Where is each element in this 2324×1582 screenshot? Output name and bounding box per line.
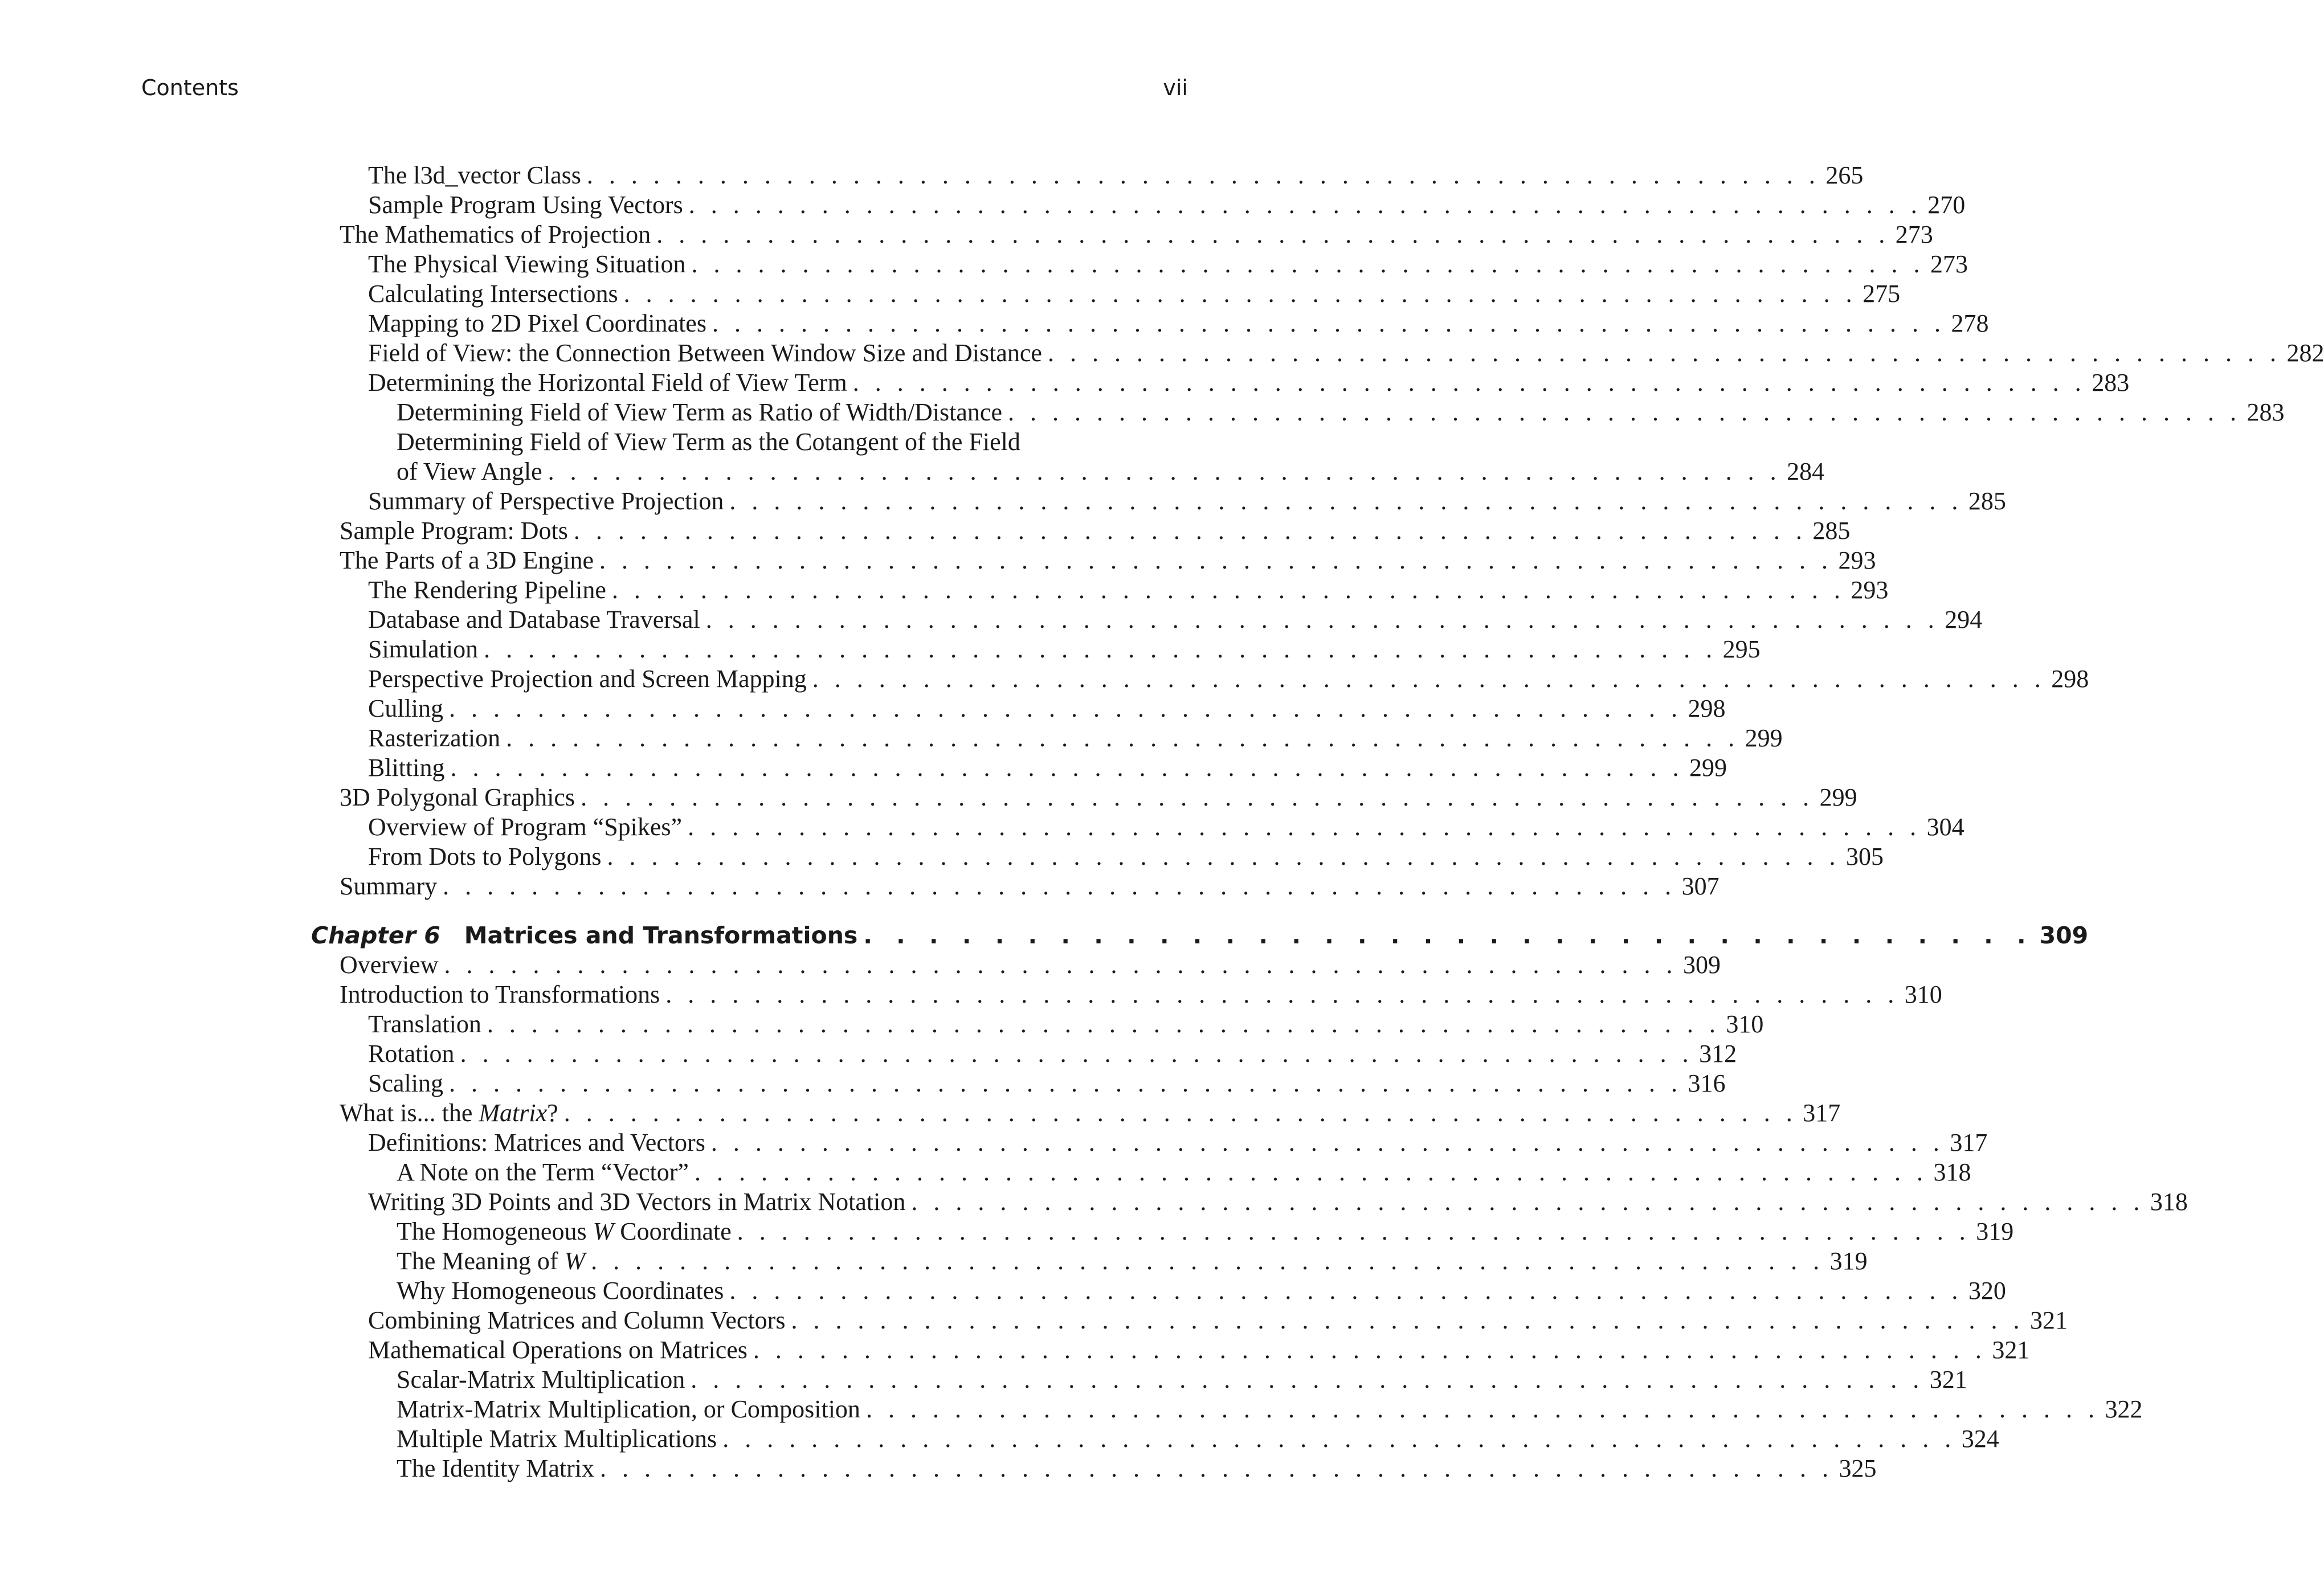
leader-dots: . . . . . . . . . . . . . . . . . . . . . . . . . . . . . . . . . . . . . . . . . . . . . . . . . . . . . . . . (694, 1158, 1928, 1186)
toc-entry-page: 293 (1851, 576, 1889, 604)
leader-dots: . . . . . . . . . . . . . . . . . . . . . . . . . . . . . . . . . . . . . . . . . . . . . . . . . . . . . . . . (753, 1336, 1987, 1364)
leader-dots: . . . . . . . . . . . . . . . . . . . . . . . . . . . . . . . . . . . . . . . . . . . . . . . . . . . . . . . . (722, 1425, 1956, 1453)
toc-entry[interactable] (397, 1365, 1967, 1395)
toc-entry[interactable] (397, 457, 1825, 487)
leader-dots: . . . . . . . . . . . . . . . . . . . . . . . . . . . . . . . . . . . . . . . . . . . . . . . . . . . . . . . . (665, 980, 1899, 1008)
leader-dots: . . . . . . . . . . . . . . . . . . . . . . . . . . . . . . . . . . . . . . . . . . . . . . . . . . . . . . . . (599, 546, 1833, 574)
toc-entry[interactable] (368, 1128, 1988, 1158)
toc-entry-page: 299 (1819, 783, 1857, 811)
leader-dots: . . . . . . . . . . . . . . . . . . . . . . . . . . . . . . . . . . . . . . . . . . . . . . . . . . . . . . . . (729, 1277, 1963, 1305)
toc-entry-title: A Note on the Term “Vector” (397, 1158, 689, 1186)
leader-dots: . . . . . . . . . . . . . . . . . . . . . . . . . . . . . . . . . . . . . . . . . . . . . . . . . . . . . . . . (812, 665, 2046, 693)
leader-dots: . . . . . . . . . . . . . . . . . . . . . . . . . . . . . . . . . . . . . . . . . . . . . . . . . . . . . . . . (852, 369, 2086, 396)
leader-dots: . . . . . . . . . . . . . . . . . . . . . . . . . . . . . . . . . . . . . . . . . . . . . . . . . . . . . . . . (449, 694, 1682, 722)
leader-dots: . . . . . . . . . . . . . . . . . . . . . . . . . . . . . . . . . . . . . . . . . . . . . . . . . . . . . . . . (460, 1040, 1694, 1068)
toc-entry[interactable] (340, 872, 1719, 901)
toc-entry-page: 283 (2092, 369, 2130, 396)
toc-entry-title: The Physical Viewing Situation (368, 250, 686, 278)
leader-dots: . . . . . . . . . . . . . . . . . . . . . . . . . . . . . . . . . . . . . . . . . . . . . . . . . . . . . . . . (691, 1366, 1924, 1393)
toc-entry-title: Field of View: the Connection Between Window Size and Distance (368, 339, 1042, 367)
toc-entry-page: 324 (1961, 1425, 1999, 1453)
leader-dots: . . . . . . . . . . . . . . . . . . . . . . . . . . . . . . . . . . . . . . . . . . . . . . . . . . . . . . . . (688, 191, 1922, 219)
leader-dots: . . . . . . . . . . . . . . . . . . . . . . . . . . . . . . . . . . . . . . . . . . . . . . . . . . . . . . . . (443, 872, 1676, 900)
toc-entry-title: Database and Database Traversal (368, 606, 700, 633)
toc-entry[interactable] (397, 1424, 1999, 1454)
toc-entry[interactable] (340, 980, 1942, 1009)
leader-dots: . . . . . . . . . . . . . . . . . . . . . . . . . . . . . . . . . . . . . . . . . . . . . . . . . . . . . . . . (448, 1069, 1682, 1097)
toc-entry[interactable] (340, 516, 1851, 546)
leader-dots: . . . . . . . . . . . . . . . . . . . . . . . . . . . . . . . . . . . . . . . . . . . . . . . . . . . . . . . . (611, 576, 1845, 604)
leader-dots: . . . . . . . . . . . . . . . . . . . . . . . . . . . . . . . . . . . . . . . . . . . . . . . . . . . . . . . . (791, 1306, 2024, 1334)
leader-dots: . . . . . . . . . . . . . . . . . . . . . . . . . . . . . . . . . . . . . . . . . . . . . . . . . . . . . . . . (623, 280, 1857, 308)
toc-entry-title: Summary of Perspective Projection (368, 487, 724, 515)
leader-dots: . . . . . . . . . . . . . . . . . . . . . . . . . . . . . . . . . . . . . . . . . . . . . . . . . . . . . . . . (729, 487, 1963, 515)
toc-entry[interactable] (368, 161, 1864, 190)
toc-entry-title: What is... the Matrix? (340, 1099, 558, 1127)
toc-entry-title: Combining Matrices and Column Vectors (368, 1306, 786, 1334)
leader-dots: . . . . . . . . . . . . . . . . . . . . . . . . . . . . . . . . . . . . . . . . . . . . . . . . . . . . . . . . (548, 457, 1782, 485)
toc-entry-page: 322 (2105, 1395, 2143, 1423)
leader-dots: . . . . . . . . . . . . . . . . . . . . . . . . . . . . . . . . . . . . . . . . . . . . . . . . . . . . . . . . (484, 635, 1717, 663)
toc-entry-title: The Rendering Pipeline (368, 576, 606, 604)
toc-entry-page: 273 (1895, 220, 1933, 248)
toc-entry[interactable] (368, 605, 1983, 635)
toc-entry-title: Definitions: Matrices and Vectors (368, 1129, 705, 1156)
toc-entry[interactable] (368, 694, 1726, 723)
toc-entry-title: From Dots to Polygons (368, 843, 602, 870)
toc-entry[interactable] (368, 575, 1889, 605)
toc-entry-page: 319 (1976, 1217, 2014, 1245)
toc-entry-title: The l3d_vector Class (368, 161, 581, 189)
leader-dots: . . . . . . . . . . . . . . . . . . . . . . . . . . . . . . . . . . . . . . . . . . . . . . . . . . . . . . . . (1007, 398, 2241, 426)
toc-entry-title: The Mathematics of Projection (340, 220, 651, 248)
toc-entry[interactable] (368, 723, 1783, 753)
toc-entry-page: 321 (1992, 1336, 2030, 1364)
toc-entry[interactable] (340, 950, 1721, 980)
leader-dots: . . . . . . . . . . . . . . . . . . . . . . . . . . . . . . . . . . . . . . . . . . . . . . . . . . . . . . . . (705, 606, 1939, 633)
leader-dots: . . . . . . . . . . . . . . . . . . . . . . . . . . . . . . . . . . . . . . . . . . . . . . . . . . . . . . . . (691, 250, 1925, 278)
toc-entry-page: 282 (2286, 339, 2324, 367)
toc-entry-title: Mapping to 2D Pixel Coordinates (368, 309, 706, 337)
toc-entry-title: Summary (340, 872, 438, 900)
leader-dots: . . . . . . . . . . . . . . . . . . . . . . . . . . . . . . . . . . . . . . . . . . . . . . . . . . . . . . . . (710, 1129, 1945, 1156)
leader-dots: . . . . . . . . . . . . . . . . . . . . . . . . . . . . . . . . . . . . . . . . . . . . . . . . . . . . . . . . (737, 1217, 1971, 1245)
toc-entry-title: Multiple Matrix Multiplications (397, 1425, 717, 1453)
toc-entry-title: Mathematical Operations on Matrices (368, 1336, 748, 1364)
toc-entry-title: Overview (340, 951, 439, 979)
toc-entry-page: 278 (1951, 309, 1989, 337)
toc-entry[interactable] (368, 487, 2006, 516)
toc-entry-title: Scaling (368, 1069, 443, 1097)
toc-entry-title: Matrix-Matrix Multiplication, or Composition (397, 1395, 860, 1423)
toc-entry[interactable] (397, 1217, 2014, 1246)
toc-entry-title: The Homogeneous W Coordinate (397, 1217, 732, 1245)
leader-dots: . . . . . . . . . . . . . . . . . . . . . . . . . . . . . . . . . . . . (863, 922, 2034, 949)
toc-entry-title: Blitting (368, 754, 445, 782)
toc-entry[interactable] (340, 783, 1857, 812)
toc-entry[interactable] (340, 546, 1876, 575)
leader-dots: . . . . . . . . . . . . . . . . . . . . . . . . . . . . . . . . . . . . . . . . . . . . . . . . . . . . . . . . (1047, 339, 2281, 367)
leader-dots: . . . . . . . . . . . . . . . . . . . . . . . . . . . . . . . . . . . . . . . . . . . . . . . . . . . . . . . . (600, 1454, 1833, 1482)
toc-entry[interactable] (397, 1276, 2006, 1306)
toc-entry[interactable] (340, 220, 1933, 250)
toc-entry[interactable] (368, 1187, 2188, 1217)
leader-dots: . . . . . . . . . . . . . . . . . . . . . . . . . . . . . . . . . . . . . . . . . . . . . . . . . . . . . . . . (688, 813, 1921, 841)
toc-entry[interactable] (397, 1454, 1877, 1483)
toc-entry-title: Introduction to Transformations (340, 980, 660, 1008)
toc-entry-page: 265 (1825, 161, 1864, 189)
toc-entry-title-line1[interactable]: Determining Field of View Term as the Cotangent of the Field (397, 428, 1020, 456)
leader-dots: . . . . . . . . . . . . . . . . . . . . . . . . . . . . . . . . . . . . . . . . . . . . . . . . . . . . . . . . (712, 309, 1946, 337)
toc-entry[interactable] (368, 753, 1727, 783)
toc-entry-title: Rasterization (368, 724, 501, 752)
toc-entry-page: 320 (1968, 1277, 2006, 1305)
toc-entry-title: Sample Program Using Vectors (368, 191, 683, 219)
toc-entry[interactable] (397, 1246, 1868, 1276)
chapter-page: 309 (2039, 922, 2089, 949)
toc-entry-page: 321 (1929, 1366, 1967, 1393)
toc-entry-page: 298 (2051, 665, 2089, 693)
toc-entry-page: 298 (1688, 694, 1726, 722)
toc-entry[interactable] (368, 279, 1901, 309)
toc-entry[interactable] (368, 812, 1964, 842)
leader-dots: . . . . . . . . . . . . . . . . . . . . . . . . . . . . . . . . . . . . . . . . . . . . . . . . . . . . . . . . (586, 161, 1820, 189)
toc-entry-page: 310 (1726, 1010, 1764, 1038)
chapter-heading[interactable] (311, 921, 2089, 950)
toc-entry-title: Scalar-Matrix Multiplication (397, 1366, 685, 1393)
toc-entry-page: 285 (1812, 517, 1851, 545)
toc-entry-page: 317 (1803, 1099, 1841, 1127)
page-number: vii (1163, 75, 1188, 100)
toc-entry-page: 294 (1945, 606, 1983, 633)
toc-entry-title: Determining the Horizontal Field of View Term (368, 369, 847, 396)
toc-entry-page: 318 (1933, 1158, 1971, 1186)
leader-dots: . . . . . . . . . . . . . . . . . . . . . . . . . . . . . . . . . . . . . . . . . . . . . . . . . . . . . . . . (563, 1099, 1798, 1127)
toc-entry-page: 309 (1683, 951, 1721, 979)
running-header-title: Contents (141, 75, 239, 100)
toc-entry[interactable] (368, 1039, 1737, 1069)
toc-entry-page: 304 (1926, 813, 1964, 841)
toc-entry-page: 275 (1863, 280, 1901, 308)
toc-entry-page: 295 (1722, 635, 1761, 663)
toc-entry-title: Perspective Projection and Screen Mapping (368, 665, 807, 693)
toc-entry-page: 321 (2029, 1306, 2068, 1334)
toc-entry[interactable] (368, 338, 2324, 368)
toc-entry-page: 299 (1689, 754, 1727, 782)
toc-entry[interactable] (368, 1335, 2030, 1365)
leader-dots: . . . . . . . . . . . . . . . . . . . . . . . . . . . . . . . . . . . . . . . . . . . . . . . . . . . . . . . . (591, 1247, 1824, 1275)
toc-entry[interactable] (397, 1158, 1971, 1187)
chapter-title: Matrices and Transformations (464, 922, 858, 949)
toc-entry-title: Translation (368, 1010, 481, 1038)
toc-entry-title: 3D Polygonal Graphics (340, 783, 575, 811)
toc-entry-page: 318 (2150, 1188, 2188, 1216)
leader-dots: . . . . . . . . . . . . . . . . . . . . . . . . . . . . . . . . . . . . . . . . . . . . . . . . . . . . . . . . (911, 1188, 2145, 1216)
toc-entry-page: 312 (1699, 1040, 1737, 1068)
toc-entry[interactable] (340, 1098, 1841, 1128)
toc-entry-title: The Identity Matrix (397, 1454, 595, 1482)
toc-entry-page: 319 (1829, 1247, 1868, 1275)
leader-dots: . . . . . . . . . . . . . . . . . . . . . . . . . . . . . . . . . . . . . . . . . . . . . . . . . . . . . . . . (487, 1010, 1721, 1038)
toc-entry-page: 305 (1846, 843, 1884, 870)
toc-entry-title-line2: of View Angle (397, 457, 542, 485)
toc-entry-title: Culling (368, 694, 444, 722)
toc-entry-page: 307 (1681, 872, 1719, 900)
toc-entry[interactable] (368, 1009, 1764, 1039)
toc-entry[interactable] (368, 250, 1968, 279)
toc-entry[interactable] (368, 309, 1989, 338)
toc-entry-page: 284 (1787, 457, 1825, 485)
toc-entry-title: Simulation (368, 635, 479, 663)
toc-entry-title: Why Homogeneous Coordinates (397, 1277, 724, 1305)
toc-entry-title: Writing 3D Points and 3D Vectors in Matrix Notation (368, 1188, 906, 1216)
toc-entry-page: 270 (1927, 191, 1966, 219)
leader-dots: . . . . . . . . . . . . . . . . . . . . . . . . . . . . . . . . . . . . . . . . . . . . . . . . . . . . . . . . (656, 220, 1890, 248)
toc-entry[interactable] (368, 664, 2089, 694)
toc-entry-title: The Meaning of W (397, 1247, 586, 1275)
toc-entry[interactable] (368, 635, 1761, 664)
toc-entry-page: 283 (2247, 398, 2285, 426)
toc-entry-page: 310 (1904, 980, 1942, 1008)
leader-dots: . . . . . . . . . . . . . . . . . . . . . . . . . . . . . . . . . . . . . . . . . . . . . . . . . . . . . . . . (506, 724, 1739, 752)
leader-dots: . . . . . . . . . . . . . . . . . . . . . . . . . . . . . . . . . . . . . . . . . . . . . . . . . . . . . . . . (450, 754, 1684, 782)
toc-entry-title: Determining Field of View Term as Ratio of Width/Distance (397, 398, 1002, 426)
toc-entry-title: Calculating Intersections (368, 280, 618, 308)
toc-entry-page: 325 (1839, 1454, 1877, 1482)
toc-entry-title: Sample Program: Dots (340, 517, 568, 545)
toc-entry-page: 293 (1838, 546, 1876, 574)
toc-entry[interactable] (368, 368, 2130, 398)
toc-entry-page: 317 (1950, 1129, 1988, 1156)
toc-entry-page: 273 (1930, 250, 1968, 278)
toc-entry-page: 299 (1745, 724, 1783, 752)
toc-entry-page: 316 (1688, 1069, 1726, 1097)
leader-dots: . . . . . . . . . . . . . . . . . . . . . . . . . . . . . . . . . . . . . . . . . . . . . . . . . . . . . . . . (581, 783, 1814, 811)
toc-entry-title: The Parts of a 3D Engine (340, 546, 594, 574)
toc-entry[interactable] (397, 398, 2285, 427)
toc-entry-page: 285 (1968, 487, 2006, 515)
toc-entry[interactable] (368, 190, 1966, 220)
toc-entry-title: Rotation (368, 1040, 455, 1068)
toc-entry[interactable] (397, 1395, 2143, 1424)
toc-entry[interactable] (368, 1069, 1726, 1098)
leader-dots: . . . . . . . . . . . . . . . . . . . . . . . . . . . . . . . . . . . . . . . . . . . . . . . . . . . . . . . . (444, 951, 1677, 979)
toc-entry-title: Overview of Program “Spikes” (368, 813, 683, 841)
leader-dots: . . . . . . . . . . . . . . . . . . . . . . . . . . . . . . . . . . . . . . . . . . . . . . . . . . . . . . . . (607, 843, 1841, 870)
toc-entry[interactable] (368, 1306, 2068, 1335)
toc-entry[interactable] (368, 842, 1884, 872)
chapter-number: Chapter 6 (311, 922, 440, 949)
leader-dots: . . . . . . . . . . . . . . . . . . . . . . . . . . . . . . . . . . . . . . . . . . . . . . . . . . . . . . . . (573, 517, 1807, 545)
leader-dots: . . . . . . . . . . . . . . . . . . . . . . . . . . . . . . . . . . . . . . . . . . . . . . . . . . . . . . . . (865, 1395, 2100, 1423)
